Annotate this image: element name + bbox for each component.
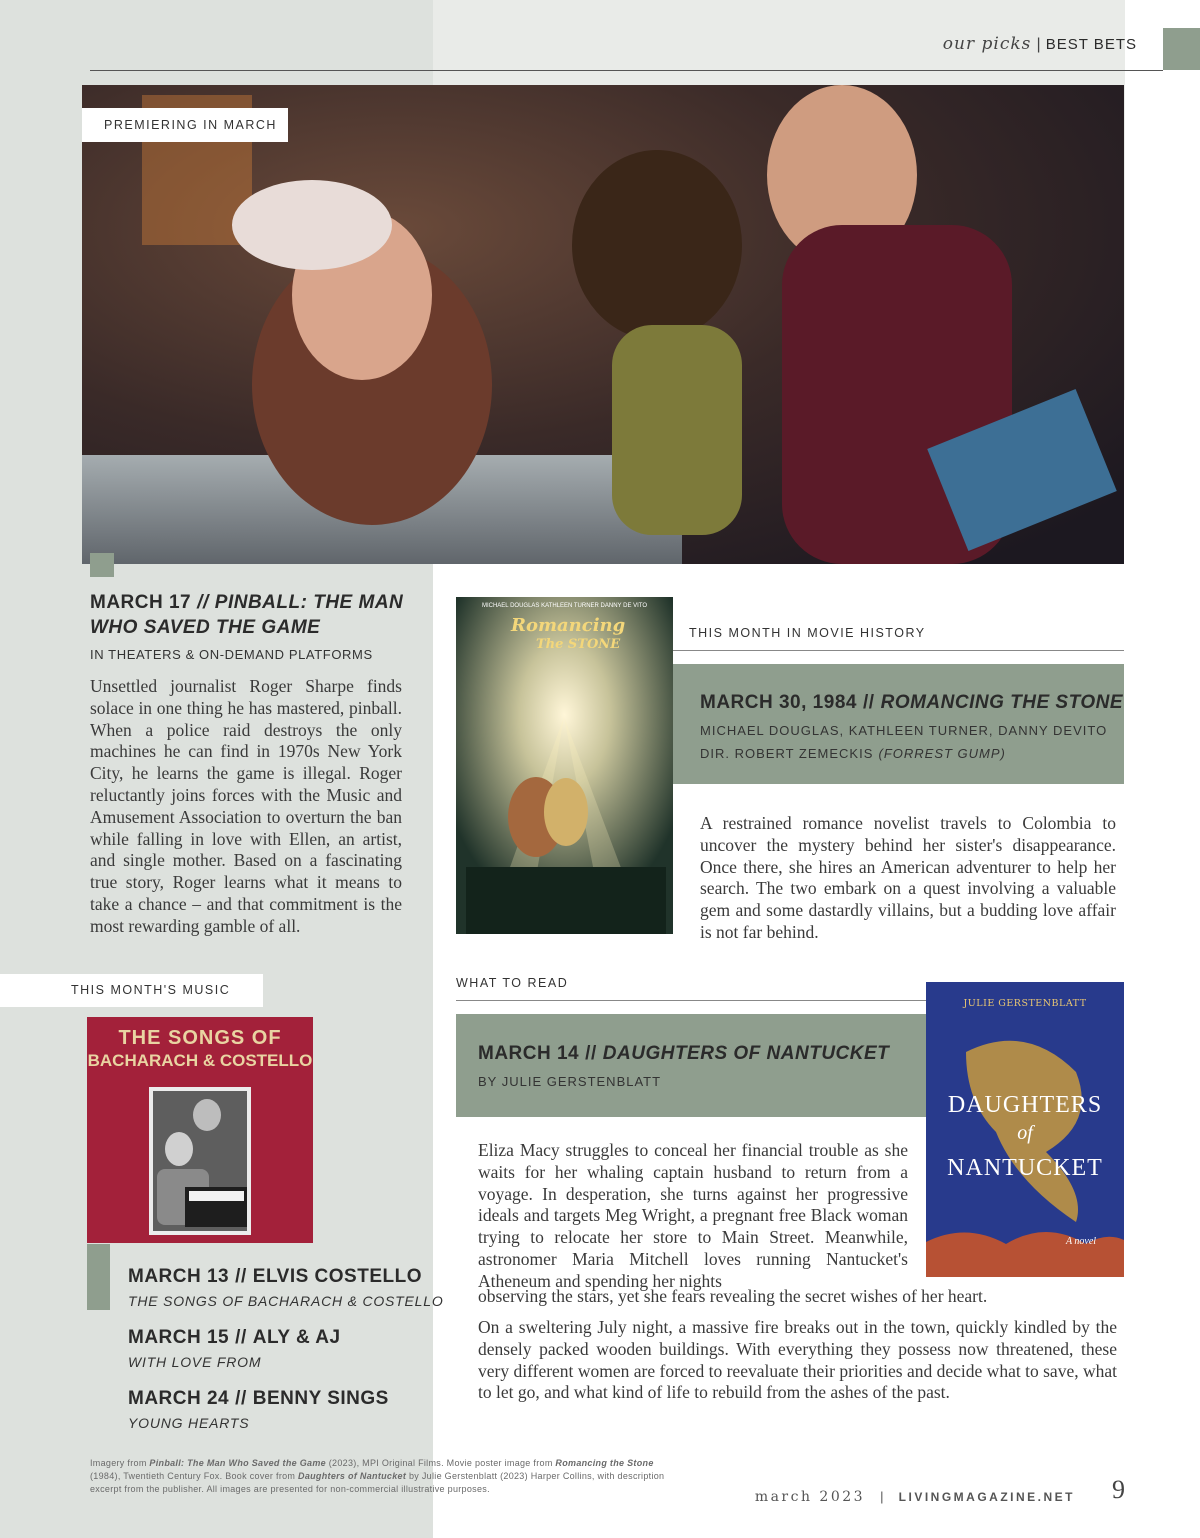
book-title-1: DAUGHTERS: [947, 1092, 1103, 1118]
page-number: 9: [1112, 1475, 1125, 1504]
music-list: [128, 1264, 444, 1447]
movie-director: [700, 743, 1006, 762]
music-label: THIS MONTH'S MUSIC: [71, 983, 231, 997]
read-author: BY JULIE GERSTENBLATT: [478, 1074, 662, 1089]
music-accent-bar: [87, 1244, 110, 1310]
pinball-sep: //: [197, 592, 209, 613]
header-script: our picks: [942, 34, 1032, 54]
poster-credits: MICHAEL DOUGLAS KATHLEEN TURNER DANNY DE VITO: [481, 603, 648, 609]
header-accent-square: [1163, 28, 1200, 70]
music-item: [128, 1386, 428, 1447]
book-title-2: of: [1017, 1122, 1033, 1144]
poster-title-2: The STONE: [536, 637, 621, 652]
movie-history-rule: [673, 650, 1124, 651]
hero-tag: [82, 108, 288, 142]
credits-text: (2023), MPI Original Films. Movie poster image from: [325, 1458, 556, 1468]
hero-tag-label: PREMIERING IN MARCH: [104, 118, 277, 132]
read-heading: [478, 1042, 918, 1065]
movie-history-label: THIS MONTH IN MOVIE HISTORY: [689, 626, 926, 640]
music-item-sep: //: [235, 1266, 247, 1287]
music-label-box: [0, 974, 263, 1007]
movie-date: MARCH 30, 1984: [700, 692, 857, 713]
read-rule: [456, 1000, 926, 1001]
page-footer: [720, 1486, 1075, 1505]
music-item: [128, 1325, 428, 1386]
music-item-album: YOUNG HEARTS: [128, 1415, 250, 1431]
read-date: MARCH 14: [478, 1043, 580, 1064]
movie-poster: [456, 597, 673, 934]
credits-text: (1984), Twentieth Century Fox. Book cover from: [90, 1471, 299, 1481]
page-header: [700, 34, 1137, 54]
pinball-heading: [90, 590, 420, 640]
read-body-1-end: observing the stars, yet she fears revealing the secret wishes of her heart.: [478, 1286, 988, 1306]
album-cover: [87, 1017, 313, 1243]
read-label: WHAT TO READ: [456, 976, 569, 990]
read-body-1: Eliza Macy struggles to conceal her financial trouble as she waits for her whaling captain husband to return from a voyage. In desperation, she turns against her progressive ideals and targets Meg Wright, a pregnant free Black woman trying to relocate her store to Main Street. Meanwhile, astronomer Maria Mitchell loves running Nantucket's Atheneum and spending her nights: [478, 1140, 908, 1291]
movie-title: ROMANCING THE STONE: [880, 692, 1124, 713]
music-item-artist: ELVIS COSTELLO: [252, 1266, 422, 1287]
music-item-sep: //: [235, 1388, 247, 1409]
header-separator: |: [1036, 36, 1041, 53]
photo-arcade-pinball-scene-icon: [82, 85, 1124, 564]
read-box: [456, 1014, 926, 1117]
movie-director-note: (FORREST GUMP): [878, 746, 1006, 761]
credits-text: Imagery from: [90, 1458, 150, 1468]
book-tag: A novel: [1066, 1236, 1097, 1247]
music-item-album: WITH LOVE FROM: [128, 1354, 262, 1370]
footer-site: LIVINGMAGAZINE.NET: [898, 1490, 1075, 1504]
header-section: BEST BETS: [1045, 36, 1137, 53]
read-sep: //: [585, 1043, 597, 1064]
movie-history-heading: [700, 691, 1124, 714]
read-title: DAUGHTERS OF NANTUCKET: [602, 1043, 890, 1064]
hero-accent-square: [90, 553, 114, 577]
pinball-title: PINBALL: THE MAN WHO SAVED THE GAME: [90, 592, 404, 638]
book-title-3: NANTUCKET: [947, 1155, 1103, 1181]
book-author: JULIE GERSTENBLATT: [963, 998, 1087, 1009]
poster-title-1: Romancing: [511, 615, 626, 636]
music-item-date: MARCH 13: [128, 1266, 230, 1287]
album-title-line2: BACHARACH & COSTELLO: [87, 1051, 313, 1070]
header-rule: [90, 70, 1163, 71]
music-item-date: MARCH 24: [128, 1388, 230, 1409]
movie-cast: MICHAEL DOUGLAS, KATHLEEN TURNER, DANNY DEVITO: [700, 723, 1108, 738]
music-item-sep: //: [235, 1327, 247, 1348]
read-body-2: On a sweltering July night, a massive fire breaks out in the town, quickly kindled by the densely packed wooden buildings. With everything they possess now threatened, these very different women are forced to reevaluate their priorities and decide what to save, what to let go, and what kind of life to rebuild from the ashes of the past.: [478, 1317, 1117, 1403]
music-item-artist: ALY & AJ: [252, 1327, 341, 1348]
album-cover-image-icon: [149, 1087, 251, 1235]
credits-film: Pinball: The Man Who Saved the Game: [149, 1458, 326, 1468]
credits-text: by Julie Gerstenblatt (2023) Harper Collins, with description excerpt from the publisher. All images are presented for non-commercial illustrative purposes.: [90, 1471, 665, 1494]
image-credits: [90, 1457, 676, 1496]
music-item-album: THE SONGS OF BACHARACH & COSTELLO: [128, 1293, 444, 1309]
music-item: [128, 1264, 444, 1325]
album-title-line1: THE SONGS OF: [118, 1027, 282, 1049]
footer-issue: march 2023: [754, 1489, 866, 1505]
credits-poster: Romancing the Stone: [555, 1458, 654, 1468]
pinball-date: MARCH 17: [90, 592, 192, 613]
movie-sep: //: [863, 692, 875, 713]
pinball-subtitle: IN THEATERS & ON-DEMAND PLATFORMS: [90, 647, 373, 662]
book-cover: [926, 982, 1124, 1277]
credits-book: Daughters of Nantucket: [298, 1471, 407, 1481]
music-item-artist: BENNY SINGS: [252, 1388, 389, 1409]
pinball-body: Unsettled journalist Roger Sharpe finds solace in one thing he has mastered, pinball. When a police raid destroys the only machines he can find in 1970s New York City, he learns the game is illegal. Roger reluctantly joins forces with the Music and Amusement Association to overturn the ban while falling in love with Ellen, an artist, and single mother. Based on a fascinating true story, Roger learns what it means to take a chance – and that commitment is the most rewarding gamble of all.: [90, 676, 402, 936]
music-item-date: MARCH 15: [128, 1327, 230, 1348]
hero-photo: [82, 85, 1124, 564]
movie-director-name: DIR. ROBERT ZEMECKIS: [700, 746, 874, 761]
movie-history-body: A restrained romance novelist travels to Colombia to uncover the mystery behind her sister's disappearance. Once there, she hires an American adventurer to help her search. The two embark on a quest involving a valuable gem and some dastardly villains, but a budding love affair is not far behind.: [700, 813, 1116, 942]
footer-separator: |: [880, 1489, 884, 1504]
